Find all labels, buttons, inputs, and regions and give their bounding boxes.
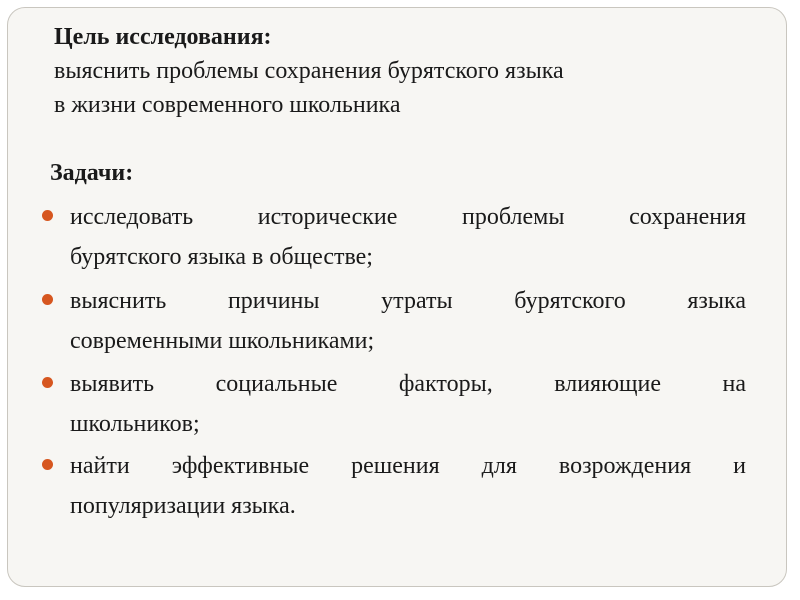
task-line: исследовать исторические проблемы сохранения [70,204,746,230]
research-goal [54,20,774,122]
task-line: современными школьниками; [70,328,375,354]
goal-heading: Цель исследования: [54,24,272,50]
task-line: школьников; [70,411,200,437]
task-line: выяснить причины утраты бурятского языка [70,288,746,314]
bullet-dot-icon [42,210,53,221]
task-item [70,446,746,526]
task-item [70,197,746,277]
task-line: популяризации языка. [70,493,296,519]
tasks-heading: Задачи: [50,160,134,186]
task-line: найти эффективные решения для возрождения и [70,453,746,479]
bullet-dot-icon [42,459,53,470]
task-line: выявить социальные факторы, влияющие на [70,371,746,397]
task-line: бурятского языка в обществе; [70,244,373,270]
bullet-dot-icon [42,294,53,305]
goal-text-line-2: в жизни современного школьника [54,92,401,118]
task-item [70,364,746,444]
goal-text-line-1: выяснить проблемы сохранения бурятского языка [54,58,564,84]
task-item [70,281,746,361]
bullet-dot-icon [42,377,53,388]
